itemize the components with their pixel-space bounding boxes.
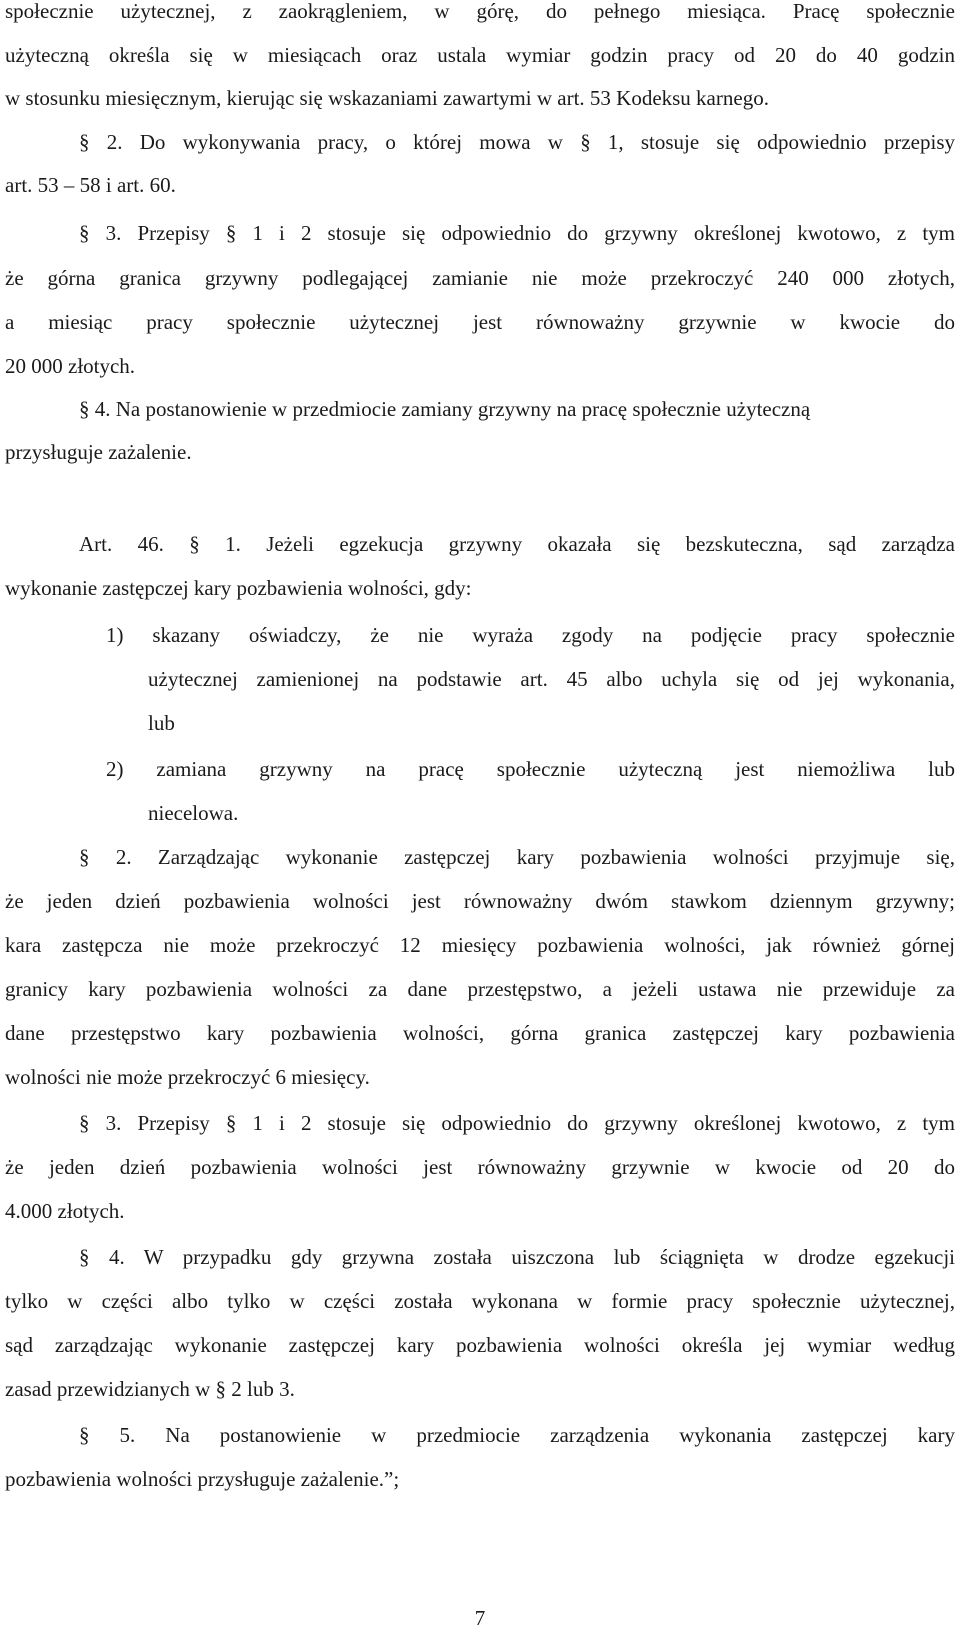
text-line: kara zastępcza nie może przekroczyć 12 miesięcy pozbawienia wolności, jak również górnej [5, 933, 955, 957]
text-line: sąd zarządzając wykonanie zastępczej kary pozbawienia wolności określa jej wymiar według [5, 1333, 955, 1357]
list-item-text: 1) skazany oświadczy, że nie wyraża zgody na podjęcie pracy społecznie [106, 623, 955, 647]
text-line: pozbawienia wolności przysługuje zażalenie.”; [5, 1467, 400, 1491]
text-line: art. 53 – 58 i art. 60. [5, 173, 176, 197]
list-item-text: niecelowa. [148, 801, 239, 825]
text-line: § 2. Zarządzając wykonanie zastępczej kary pozbawienia wolności przyjmuje się, [79, 845, 955, 869]
text-line: użyteczną określa się w miesiącach oraz ustala wymiar godzin pracy od 20 do 40 godzin [5, 43, 955, 67]
text-line: § 3. Przepisy § 1 i 2 stosuje się odpowiednio do grzywny określonej kwotowo, z tym [79, 1111, 955, 1135]
list-item-text: użytecznej zamienionej na podstawie art. 45 albo uchyla się od jej wykonania, [148, 667, 955, 691]
list-item-text: lub [148, 711, 175, 735]
text-line: § 2. Do wykonywania pracy, o której mowa w § 1, stosuje się odpowiednio przepisy [79, 130, 955, 154]
text-line: dane przestępstwo kary pozbawienia wolności, górna granica zastępczej kary pozbawienia [5, 1021, 955, 1045]
text-line: § 4. W przypadku gdy grzywna została uiszczona lub ściągnięta w drodze egzekucji [79, 1245, 955, 1269]
text-line: wolności nie może przekroczyć 6 miesięcy. [5, 1065, 370, 1089]
text-line: wykonanie zastępczej kary pozbawienia wolności, gdy: [5, 576, 472, 600]
text-line: § 4. Na postanowienie w przedmiocie zamiany grzywny na pracę społecznie użyteczną [79, 397, 811, 421]
text-line: tylko w części albo tylko w części została wykonana w formie pracy społecznie użytecznej, [5, 1289, 955, 1313]
page-number: 7 [474, 1606, 486, 1630]
text-line: 20 000 złotych. [5, 354, 136, 378]
text-line: granicy kary pozbawienia wolności za dane przestępstwo, a jeżeli ustawa nie przewiduje za [5, 977, 955, 1001]
text-line: że jeden dzień pozbawienia wolności jest równoważny dwóm stawkom dziennym grzywny; [5, 889, 955, 913]
text-line: 4.000 złotych. [5, 1199, 125, 1223]
text-line: przysługuje zażalenie. [5, 440, 192, 464]
text-line: zasad przewidzianych w § 2 lub 3. [5, 1377, 295, 1401]
text-line: że jeden dzień pozbawienia wolności jest równoważny grzywnie w kwocie od 20 do [5, 1155, 955, 1179]
list-item-text: 2) zamiana grzywny na pracę społecznie użyteczną jest niemożliwa lub [106, 757, 955, 781]
text-line: § 5. Na postanowienie w przedmiocie zarządzenia wykonania zastępczej kary [79, 1423, 955, 1447]
text-line: w stosunku miesięcznym, kierując się wskazaniami zawartymi w art. 53 Kodeksu karnego. [5, 86, 769, 110]
text-line: społecznie użytecznej, z zaokrągleniem, w górę, do pełnego miesiąca. Pracę społecznie [5, 0, 955, 23]
text-line: § 3. Przepisy § 1 i 2 stosuje się odpowiednio do grzywny określonej kwotowo, z tym [79, 221, 955, 245]
text-line: że górna granica grzywny podlegającej zamianie nie może przekroczyć 240 000 złotych, [5, 266, 955, 290]
text-line: Art. 46. § 1. Jeżeli egzekucja grzywny okazała się bezskuteczna, sąd zarządza [79, 532, 955, 556]
text-line: a miesiąc pracy społecznie użytecznej jest równoważny grzywnie w kwocie do [5, 310, 955, 334]
